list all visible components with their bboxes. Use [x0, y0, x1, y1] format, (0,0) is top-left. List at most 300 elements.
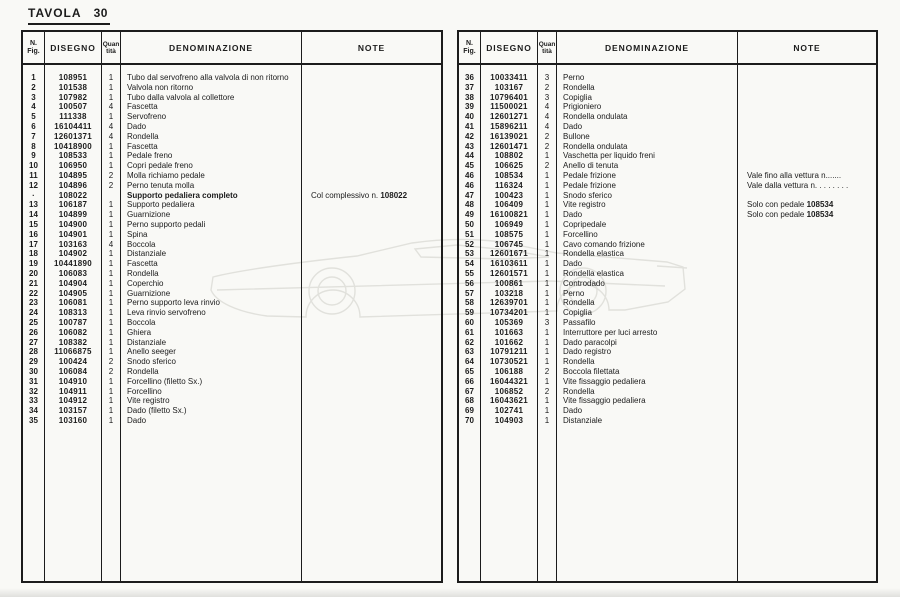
part-number: 106409 [481, 200, 538, 210]
fig-number: 4 [23, 102, 45, 112]
quantity [102, 426, 121, 581]
quantity: 1 [102, 328, 121, 338]
note [302, 112, 441, 122]
note [302, 406, 441, 416]
table-row [23, 347, 441, 357]
fig-number: 60 [459, 318, 481, 328]
denomination: Distanziale [557, 416, 738, 426]
quantity: 1 [102, 93, 121, 103]
note [302, 367, 441, 377]
note [738, 318, 876, 328]
denomination: Dado paracolpi [557, 338, 738, 348]
denomination: Forcellino (filetto Sx.) [121, 377, 302, 387]
col-header-denominazione: DENOMINAZIONE [121, 32, 302, 63]
denomination: Dado [121, 122, 302, 132]
part-number: 16100821 [481, 210, 538, 220]
note [738, 102, 876, 112]
denomination: Vite registro [557, 200, 738, 210]
note [302, 171, 441, 181]
denomination: Forcellino [121, 387, 302, 397]
part-number: 16043621 [481, 396, 538, 406]
denomination: Boccola [121, 318, 302, 328]
part-number: 104895 [45, 171, 102, 181]
fig-number: 51 [459, 230, 481, 240]
table-row [23, 308, 441, 318]
table-row [23, 83, 441, 93]
part-number: 11066875 [45, 347, 102, 357]
table-row [459, 240, 876, 250]
fig-number: 28 [23, 347, 45, 357]
quantity: 3 [538, 318, 557, 328]
part-number: 106745 [481, 240, 538, 250]
part-number [45, 65, 102, 73]
quantity: 1 [538, 377, 557, 387]
part-number: 108382 [45, 338, 102, 348]
part-number: 108534 [481, 171, 538, 181]
quantity: 1 [538, 279, 557, 289]
part-number: 104901 [45, 230, 102, 240]
quantity: 1 [102, 318, 121, 328]
denomination: Vite fissaggio pedaliera [557, 377, 738, 387]
part-number: 16103611 [481, 259, 538, 269]
col-header-denominazione: DENOMINAZIONE [557, 32, 738, 63]
note [302, 328, 441, 338]
table-row [459, 249, 876, 259]
note [738, 377, 876, 387]
fig-number: 66 [459, 377, 481, 387]
fig-number: 69 [459, 406, 481, 416]
quantity: 1 [102, 259, 121, 269]
filler-row [23, 426, 441, 581]
quantity: 1 [102, 279, 121, 289]
table-header [459, 32, 876, 65]
table-row [23, 151, 441, 161]
part-number: 103167 [481, 83, 538, 93]
fig-number: 54 [459, 259, 481, 269]
quantity: 1 [538, 191, 557, 201]
table-row [459, 367, 876, 377]
part-number: 104902 [45, 249, 102, 259]
note [302, 142, 441, 152]
table-row [459, 171, 876, 181]
table-row [459, 151, 876, 161]
quantity: 1 [538, 289, 557, 299]
fig-number: 11 [23, 171, 45, 181]
spacer-row [23, 65, 441, 73]
note [738, 230, 876, 240]
note [302, 357, 441, 367]
part-number: 106625 [481, 161, 538, 171]
part-number: 101662 [481, 338, 538, 348]
table-row [23, 181, 441, 191]
table-row [459, 396, 876, 406]
part-number: 102741 [481, 406, 538, 416]
table-row [459, 220, 876, 230]
note [738, 357, 876, 367]
quantity [538, 65, 557, 73]
part-number: 16104411 [45, 122, 102, 132]
table-row [459, 289, 876, 299]
quantity: 1 [102, 220, 121, 230]
fig-number: 62 [459, 338, 481, 348]
note [302, 83, 441, 93]
fig-number: 7 [23, 132, 45, 142]
fig-number: 41 [459, 122, 481, 132]
denomination: Tubo dalla valvola al collettore [121, 93, 302, 103]
note: Vale dalla vettura n. . . . . . . . [747, 180, 849, 190]
note [302, 122, 441, 132]
fig-number: 25 [23, 318, 45, 328]
note [738, 83, 876, 93]
fig-number: 40 [459, 112, 481, 122]
part-number: 103160 [45, 416, 102, 426]
note [738, 298, 876, 308]
denomination: Cavo comando frizione [557, 240, 738, 250]
quantity: 1 [102, 298, 121, 308]
fig-number: 31 [23, 377, 45, 387]
quantity: 1 [102, 83, 121, 93]
quantity: 2 [538, 83, 557, 93]
col-header-fig: N. Fig. [23, 32, 45, 63]
fig-number: 23 [23, 298, 45, 308]
fig-number: 61 [459, 328, 481, 338]
note [302, 73, 441, 83]
filler-row [459, 426, 876, 581]
denomination: Perno supporto pedali [121, 220, 302, 230]
note [302, 220, 441, 230]
note [738, 426, 876, 581]
note [302, 396, 441, 406]
fig-number: 39 [459, 102, 481, 112]
table-row [459, 279, 876, 289]
table-row [459, 181, 876, 191]
table-row [23, 406, 441, 416]
part-number: 108022 [45, 191, 102, 201]
denomination: Supporto pedaliera completo [121, 191, 302, 201]
note [738, 367, 876, 377]
denomination: Pedale freno [121, 151, 302, 161]
denomination: Rondella [121, 269, 302, 279]
note [738, 396, 876, 406]
denomination: Rondella elastica [557, 249, 738, 259]
denomination: Vite fissaggio pedaliera [557, 396, 738, 406]
fig-number: 45 [459, 161, 481, 171]
denomination: Guarnizione [121, 210, 302, 220]
fig-number: 19 [23, 259, 45, 269]
quantity: 1 [102, 308, 121, 318]
fig-number: 50 [459, 220, 481, 230]
denomination: Ghiera [121, 328, 302, 338]
denomination: Tubo dal servofreno alla valvola di non ritorno [121, 73, 302, 83]
table-row [459, 200, 876, 210]
fig-number: 68 [459, 396, 481, 406]
note [302, 102, 441, 112]
note: Solo con pedale 108534 [747, 210, 834, 220]
denomination: Rondella [557, 298, 738, 308]
quantity: 1 [538, 181, 557, 191]
table-row [23, 357, 441, 367]
denomination: Boccola [121, 240, 302, 250]
part-number: 15896211 [481, 122, 538, 132]
table-row [459, 142, 876, 152]
part-number: 106082 [45, 328, 102, 338]
part-number: 12601371 [45, 132, 102, 142]
fig-number: 56 [459, 279, 481, 289]
quantity: 4 [102, 240, 121, 250]
col-header-qty: Quan tità [102, 32, 121, 63]
fig-number: 13 [23, 200, 45, 210]
note [738, 132, 876, 142]
fig-number: 12 [23, 181, 45, 191]
quantity: 1 [102, 210, 121, 220]
table-body [459, 65, 876, 581]
part-number: 106084 [45, 367, 102, 377]
denomination: Rondella ondulata [557, 112, 738, 122]
col-header-fig: N. Fig. [459, 32, 481, 63]
fig-number: 2 [23, 83, 45, 93]
denomination: Forcellino [557, 230, 738, 240]
table-row [23, 220, 441, 230]
quantity: 1 [102, 377, 121, 387]
part-number: 101538 [45, 83, 102, 93]
note [738, 73, 876, 83]
table-row [23, 367, 441, 377]
quantity: 1 [102, 230, 121, 240]
part-number: 106852 [481, 387, 538, 397]
note [302, 279, 441, 289]
fig-number: 27 [23, 338, 45, 348]
note [302, 426, 441, 581]
quantity: 1 [538, 240, 557, 250]
denomination: Rondella elastica [557, 269, 738, 279]
page-title-number: 30 [93, 6, 108, 20]
note [302, 289, 441, 299]
denomination: Boccola filettata [557, 367, 738, 377]
part-number: 107982 [45, 93, 102, 103]
fig-number: 58 [459, 298, 481, 308]
fig-number: 43 [459, 142, 481, 152]
denomination [557, 426, 738, 581]
denomination: Dado [557, 210, 738, 220]
part-number [481, 426, 538, 581]
table-row [23, 416, 441, 426]
part-number: 104899 [45, 210, 102, 220]
quantity: 3 [538, 93, 557, 103]
note [738, 65, 876, 73]
table-row [459, 347, 876, 357]
note [302, 230, 441, 240]
part-number: 104905 [45, 289, 102, 299]
quantity: 1 [538, 357, 557, 367]
fig-number: 65 [459, 367, 481, 377]
quantity: 4 [538, 102, 557, 112]
table-row [23, 377, 441, 387]
table-row [459, 83, 876, 93]
denomination: Rondella [557, 387, 738, 397]
table-row [23, 230, 441, 240]
note [738, 406, 876, 416]
part-number: 116324 [481, 181, 538, 191]
note [738, 220, 876, 230]
quantity: 1 [102, 161, 121, 171]
denomination: Coperchio [121, 279, 302, 289]
table-row [459, 122, 876, 132]
denomination: Molla richiamo pedale [121, 171, 302, 181]
fig-number: 33 [23, 396, 45, 406]
note [302, 249, 441, 259]
table-row [459, 298, 876, 308]
quantity: 1 [102, 396, 121, 406]
note [738, 122, 876, 132]
fig-number: 21 [23, 279, 45, 289]
part-number: 100507 [45, 102, 102, 112]
part-number: 10796401 [481, 93, 538, 103]
table-row [23, 328, 441, 338]
part-number: 10791211 [481, 347, 538, 357]
table-row [459, 112, 876, 122]
fig-number: 44 [459, 151, 481, 161]
fig-number: 30 [23, 367, 45, 377]
fig-number: 22 [23, 289, 45, 299]
fig-number [23, 426, 45, 581]
fig-number: 70 [459, 416, 481, 426]
quantity: 1 [538, 200, 557, 210]
denomination: Anello seeger [121, 347, 302, 357]
denomination: Distanziale [121, 249, 302, 259]
part-number: 106949 [481, 220, 538, 230]
table-row [23, 289, 441, 299]
fig-number: 16 [23, 230, 45, 240]
fig-number: 57 [459, 289, 481, 299]
table-row [23, 318, 441, 328]
part-number: 106083 [45, 269, 102, 279]
part-number: 106081 [45, 298, 102, 308]
denomination: Dado [557, 259, 738, 269]
note [302, 240, 441, 250]
note [302, 210, 441, 220]
part-number: 106950 [45, 161, 102, 171]
denomination: Vaschetta per liquido freni [557, 151, 738, 161]
part-number: 16139021 [481, 132, 538, 142]
quantity: 1 [538, 396, 557, 406]
note [302, 151, 441, 161]
part-number: 104912 [45, 396, 102, 406]
part-number: 10441890 [45, 259, 102, 269]
page-title [28, 6, 110, 25]
denomination: Perno [557, 73, 738, 83]
part-number: 11500021 [481, 102, 538, 112]
table-row [459, 191, 876, 201]
note [302, 93, 441, 103]
quantity: 1 [538, 151, 557, 161]
quantity: 1 [102, 347, 121, 357]
fig-number: 9 [23, 151, 45, 161]
part-number: 108802 [481, 151, 538, 161]
quantity: 1 [538, 406, 557, 416]
note [302, 416, 441, 426]
fig-number: 26 [23, 328, 45, 338]
quantity: 4 [538, 112, 557, 122]
part-number: 104910 [45, 377, 102, 387]
quantity: 1 [538, 230, 557, 240]
quantity: 1 [538, 298, 557, 308]
part-number: 103157 [45, 406, 102, 416]
part-number: 10033411 [481, 73, 538, 83]
fig-number: 1 [23, 73, 45, 83]
fig-number: 15 [23, 220, 45, 230]
denomination: Interruttore per luci arresto [557, 328, 738, 338]
denomination: Fascetta [121, 142, 302, 152]
denomination: Copiglia [557, 93, 738, 103]
note [302, 377, 441, 387]
table-row [459, 132, 876, 142]
note [302, 318, 441, 328]
quantity: 1 [538, 416, 557, 426]
note [738, 249, 876, 259]
denomination: Prigioniero [557, 102, 738, 112]
table-row [23, 298, 441, 308]
fig-number: 35 [23, 416, 45, 426]
denomination: Vite registro [121, 396, 302, 406]
table-row [23, 102, 441, 112]
quantity [102, 65, 121, 73]
quantity: 2 [538, 142, 557, 152]
table-row [23, 122, 441, 132]
quantity: 4 [102, 102, 121, 112]
quantity: 2 [538, 161, 557, 171]
fig-number: 24 [23, 308, 45, 318]
table-row [459, 102, 876, 112]
quantity: 2 [538, 132, 557, 142]
fig-number: 34 [23, 406, 45, 416]
denomination: Supporto pedaliera [121, 200, 302, 210]
part-number [45, 426, 102, 581]
quantity: 1 [538, 308, 557, 318]
part-number: 106188 [481, 367, 538, 377]
fig-number: 14 [23, 210, 45, 220]
note [302, 132, 441, 142]
table-row [23, 142, 441, 152]
note-bold-part: 108534 [806, 210, 834, 220]
note: Vale fino alla vettura n....... [747, 170, 842, 180]
quantity: 1 [102, 112, 121, 122]
quantity: 1 [102, 151, 121, 161]
table-row [459, 230, 876, 240]
part-number: 100861 [481, 279, 538, 289]
table-row [459, 308, 876, 318]
table-header [23, 32, 441, 65]
table-body [23, 65, 441, 581]
part-number: 10734201 [481, 308, 538, 318]
note [738, 161, 876, 171]
table-row [459, 406, 876, 416]
part-number: 104903 [481, 416, 538, 426]
denomination: Rondella [557, 83, 738, 93]
fig-number: 38 [459, 93, 481, 103]
note-bold-part: 108534 [806, 200, 834, 210]
table-row [459, 161, 876, 171]
denomination: Dado [121, 416, 302, 426]
quantity: 1 [538, 220, 557, 230]
col-header-disegno: DISEGNO [45, 32, 102, 63]
note [738, 416, 876, 426]
quantity: 1 [102, 416, 121, 426]
denomination: Dado [557, 406, 738, 416]
part-number: 12601271 [481, 112, 538, 122]
quantity: 1 [102, 200, 121, 210]
fig-number: 47 [459, 191, 481, 201]
table-row [23, 200, 441, 210]
